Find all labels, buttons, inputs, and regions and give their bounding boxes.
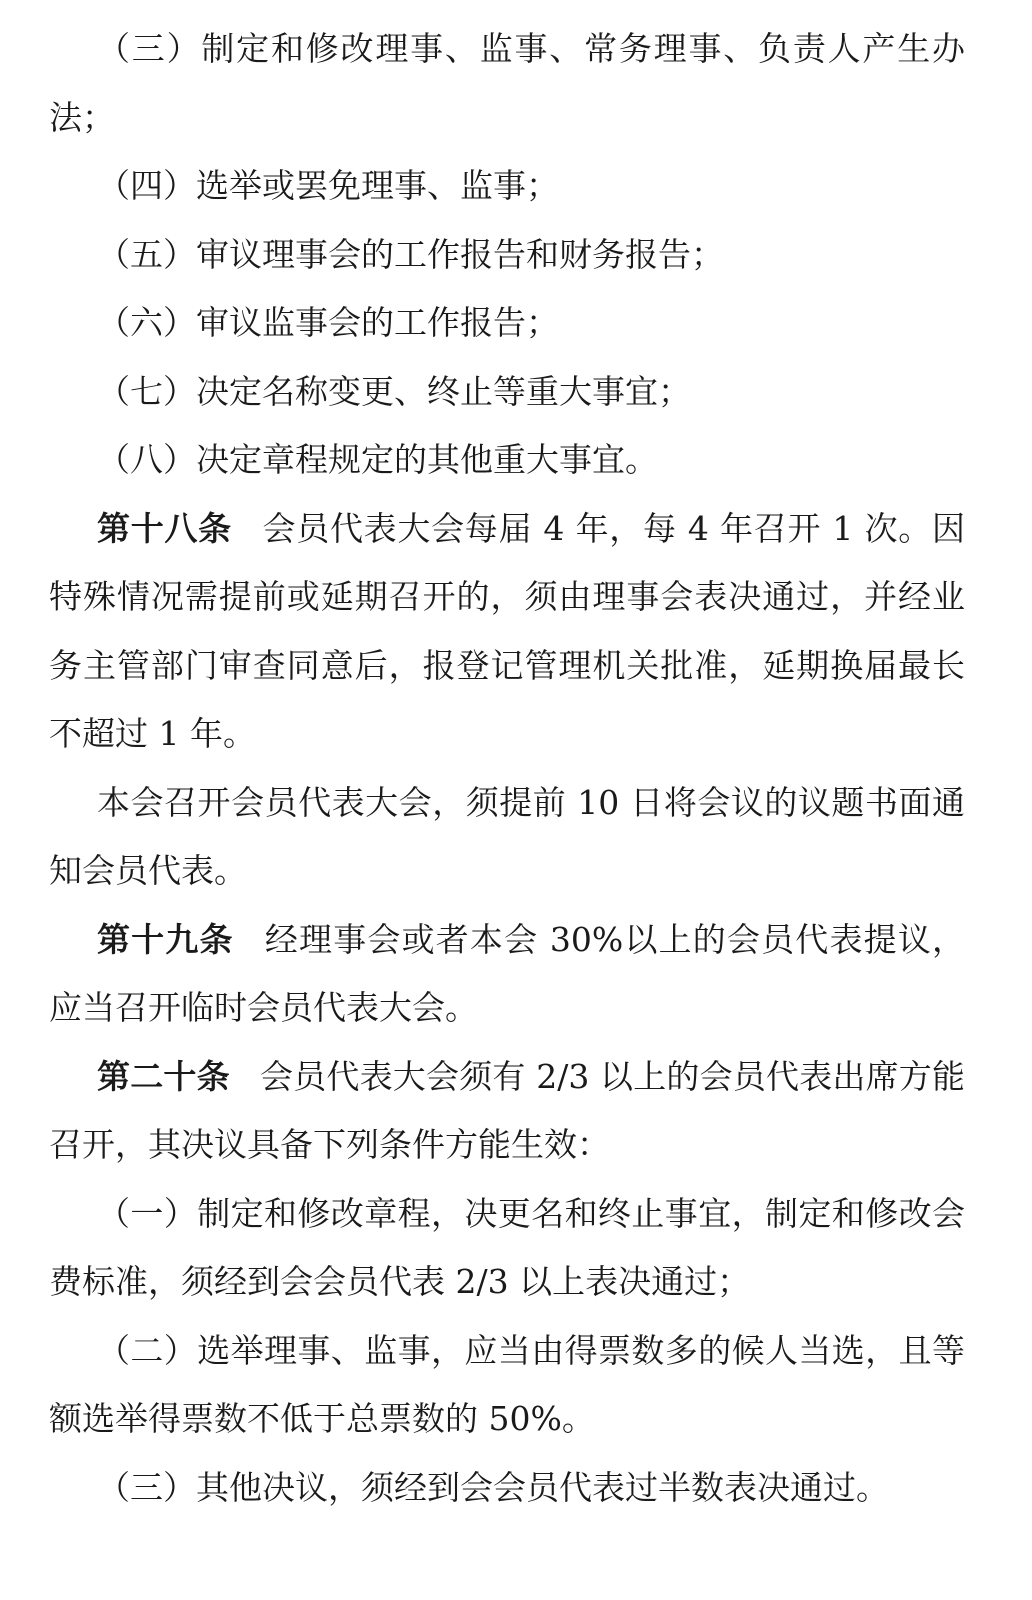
document-page — [49, 15, 965, 1522]
body-paragraph: 本会召开会员代表大会，须提前 10 日将会议的议题书面通知会员代表。 — [49, 782, 965, 890]
article-paragraph — [49, 906, 965, 1043]
list-item: （二）选举理事、监事，应当由得票数多的候人当选，且等额选举得票数不低于总票数的 50%。 — [49, 1330, 965, 1438]
article-heading: 第十九条 — [97, 919, 234, 959]
article-body: 会员代表大会每届 4 年，每 4 年召开 1 次。因特殊情况需提前或延期召开的，须由理事会表决通过，并经业务主管部门审查同意后，报登记管理机关批准，延期换届最长不超过 1 年。 — [49, 508, 965, 753]
list-item: （七）决定名称变更、终止等重大事宜； — [97, 371, 691, 411]
article-body: 会员代表大会须有 2/3 以上的会员代表出席方能召开，其决议具备下列条件方能生效： — [49, 1056, 966, 1164]
article-heading: 第二十条 — [97, 1056, 230, 1096]
list-item: （四）选举或罢免理事、监事； — [97, 166, 559, 205]
list-item: （三）其他决议，须经到会会员代表过半数表决通过。 — [97, 1467, 889, 1507]
article-body: 经理事会或者本会 30%以上的会员代表提议，应当召开临时会员代表大会。 — [49, 919, 966, 1027]
list-item: （三）制定和修改理事、监事、常务理事、负责人产生办法； — [49, 29, 965, 137]
article-paragraph — [49, 495, 965, 769]
list-item: （八）决定章程规定的其他重大事宜。 — [97, 440, 658, 479]
article-heading: 第十八条 — [97, 508, 232, 548]
list-item: （六）审议监事会的工作报告； — [97, 303, 559, 342]
list-item: （一）制定和修改章程，决更名和终止事宜，制定和修改会费标准，须经到会会员代表 2/3 以上表决通过； — [49, 1193, 965, 1301]
list-item: （五）审议理事会的工作报告和财务报告； — [97, 234, 724, 274]
article-paragraph — [49, 1043, 965, 1180]
